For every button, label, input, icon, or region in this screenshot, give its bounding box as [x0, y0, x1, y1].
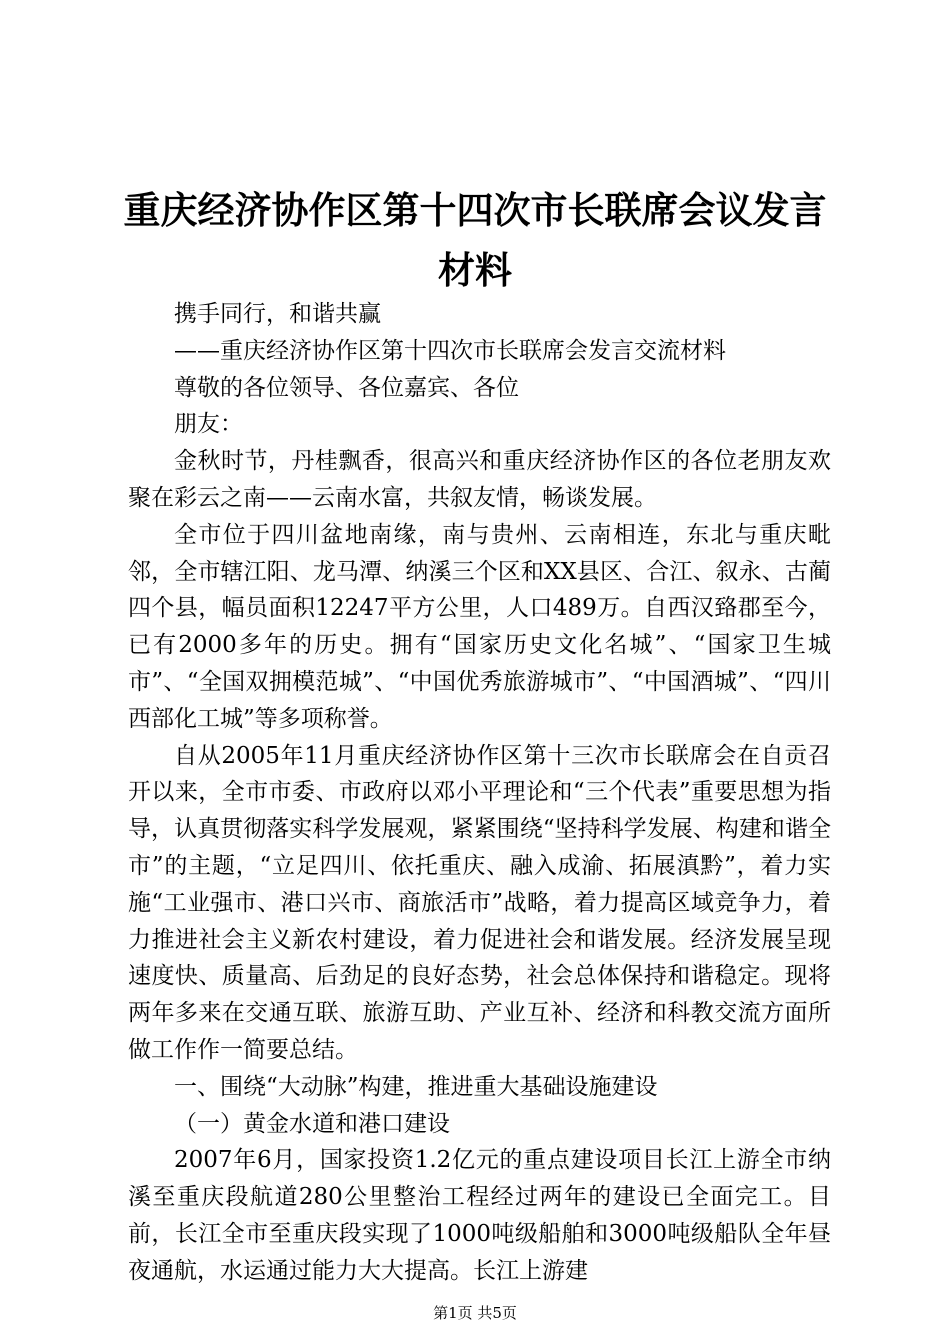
- paragraph-intro: 金秋时节，丹桂飘香，很高兴和重庆经济协作区的各位老朋友欢聚在彩云之南——云南水富，共叙友情，畅谈发展。: [128, 448, 831, 511]
- paragraph-city-overview: 全市位于四川盆地南缘，南与贵州、云南相连，东北与重庆毗邻，全市辖江阳、龙马潭、纳溪三个区和XX县区、合江、叙永、古蔺四个县，幅员面积12247平方公里，人口489万。自西汉臵郡至今，已有2000多年的历史。拥有“国家历史文化名城”、“国家卫生城市”、“全国双拥模范城”、“中国优秀旅游城市”、“中国酒城”、“四川西部化工城”等多项称誉。: [128, 521, 831, 732]
- salutation-continued: 朋友：: [174, 411, 243, 438]
- document-body: [128, 296, 831, 1290]
- subtitle-source-line: ——重庆经济协作区第十四次市长联席会发言交流材料: [174, 337, 726, 364]
- paragraph-waterway: 2007年6月，国家投资1.2亿元的重点建设项目长江上游全市纳溪至重庆段航道280公里整治工程经过两年的建设已全面完工。目前，长江全市至重庆段实现了1000吨级船舶和3000吨级船队全年昼夜通航，水运通过能力大大提高。长江上游建: [128, 1147, 831, 1284]
- salutation-line: 尊敬的各位领导、各位嘉宾、各位: [174, 374, 519, 401]
- paragraph-work-summary: 自从2005年11月重庆经济协作区第十三次市长联席会在自贡召开以来，全市市委、市政府以邓小平理论和“三个代表”重要思想为指导，认真贯彻落实科学发展观，紧紧围绕“坚持科学发展、构建和谐全市”的主题，“立足四川、依托重庆、融入成渝、拓展滇黔”，着力实施“工业强市、港口兴市、商旅活市”战略，着力提高区域竞争力，着力推进社会主义新农村建设，着力促进社会和谐发展。经济发展呈现速度快、质量高、后劲足的良好态势，社会总体保持和谐稳定。现将两年多来在交通互联、旅游互助、产业互补、经济和科教交流方面所做工作作一简要总结。: [128, 742, 831, 1063]
- page-footer: 第1页 共5页: [433, 1304, 517, 1322]
- section-heading-1: 一、围绕“大动脉”构建，推进重大基础设施建设: [174, 1073, 658, 1100]
- document-title: 重庆经济协作区第十四次市长联席会议发言材料: [123, 188, 827, 292]
- subtitle-line: 携手同行，和谐共赢: [174, 301, 381, 327]
- subsection-heading-1: （一）黄金水道和港口建设: [174, 1110, 450, 1137]
